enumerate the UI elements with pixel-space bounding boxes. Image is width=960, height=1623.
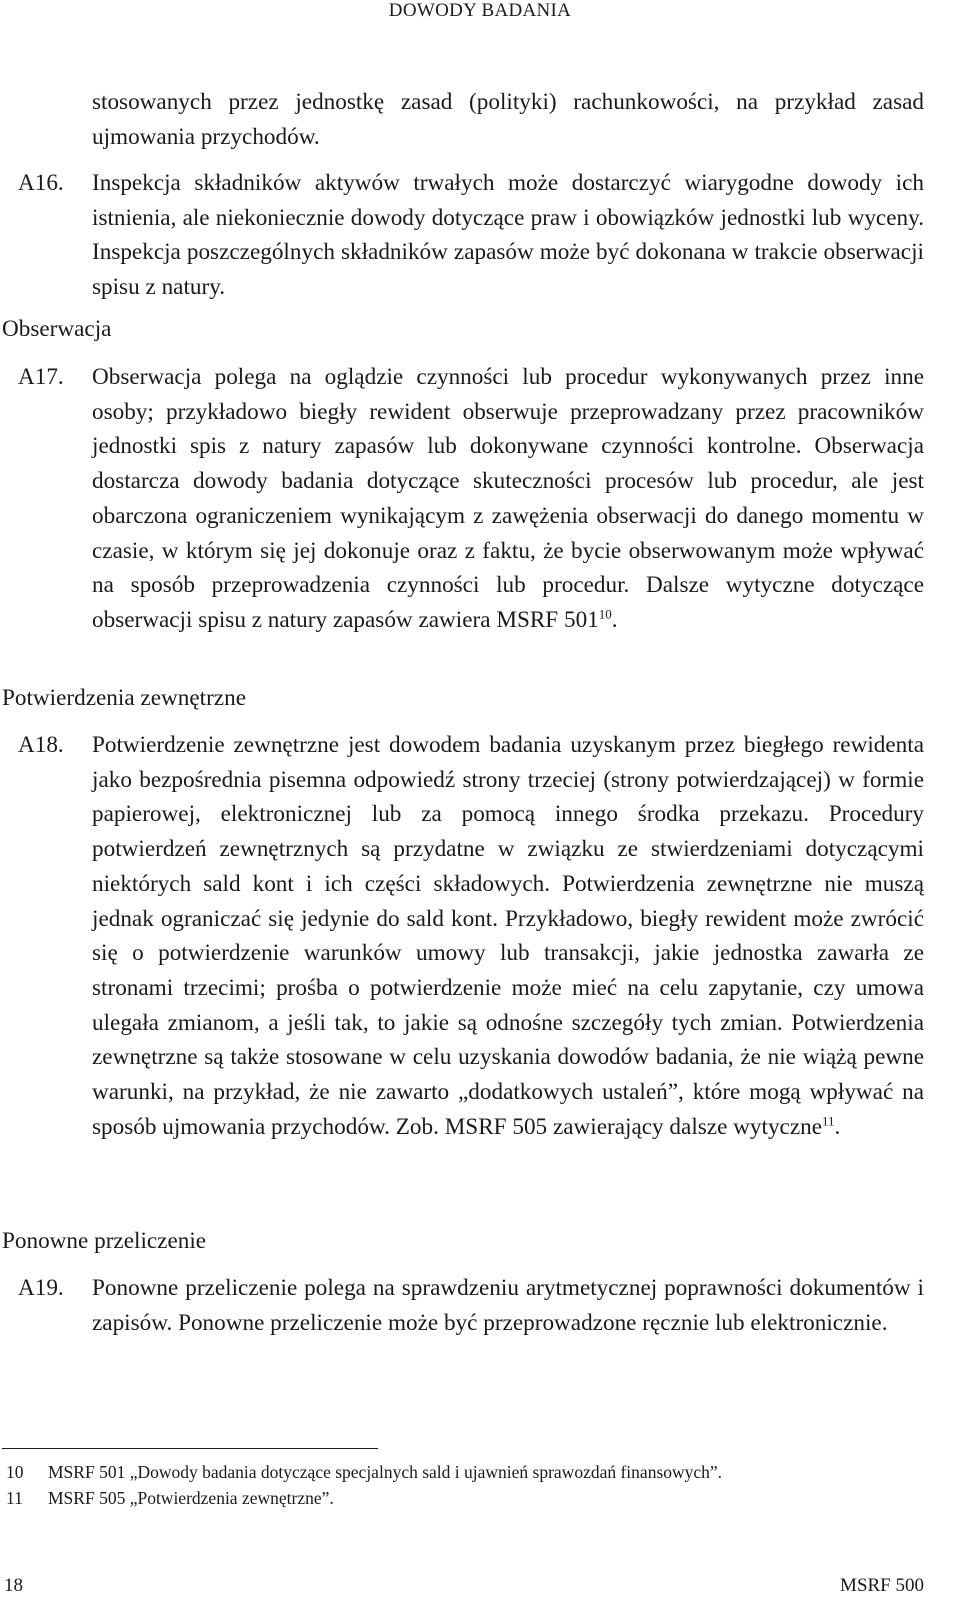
paragraph-number-a16: A16. xyxy=(18,170,64,196)
section-heading-recalculation: Ponowne przeliczenie xyxy=(2,1228,207,1254)
footnote-text-10: MSRF 501 „Dowody badania dotyczące specjalnych sald i ujawnień sprawozdań finansowych”. xyxy=(48,1462,723,1482)
paragraph-number-a19: A19. xyxy=(18,1275,64,1301)
footnote-ref-10: 10 xyxy=(598,606,612,622)
footnote-text-11: MSRF 505 „Potwierdzenia zewnętrzne”. xyxy=(48,1488,334,1508)
paragraph-number-a17: A17. xyxy=(18,364,64,390)
paragraph-a17 xyxy=(92,360,924,638)
standard-reference: MSRF 500 xyxy=(840,1575,924,1596)
footnote-divider xyxy=(2,1448,378,1449)
footnote-number-11: 11 xyxy=(6,1488,23,1508)
running-header: DOWODY BADANIA xyxy=(388,0,572,21)
page-number: 18 xyxy=(4,1575,23,1596)
paragraph-a19: Ponowne przeliczenie polega na sprawdzeniu arytmetycznej poprawności dokumentów i zapisów. Ponowne przeliczenie może być przeprowadzone ręcznie lub elektronicznie. xyxy=(92,1275,924,1336)
paragraph-a16: Inspekcja składników aktywów trwałych może dostarczyć wiarygodne dowody ich istnienia, ale niekoniecznie dowody dotyczące praw i obowiązków jednostki lub wyceny. Inspekcja poszczególnych składników zapasów może być dokonana w trakcie obserwacji spisu z natury. xyxy=(92,170,924,301)
footnote-ref-11: 11 xyxy=(822,1113,835,1128)
paragraph-continuation: stosowanych przez jednostkę zasad (polityki) rachunkowości, na przykład zasad ujmowania przychodów. xyxy=(92,89,924,150)
paragraph-number-a18: A18. xyxy=(18,732,64,758)
section-heading-observation: Obserwacja xyxy=(2,316,112,342)
paragraph-a18-text: Potwierdzenie zewnętrzne jest dowodem badania uzyskanym przez biegłego rewidenta jako bezpośrednia pisemna odpowiedź strony trzeciej (strony potwierdzającej) w formie papierowej, elektronicznej lub za pomocą innego środka przekazu. Procedury potwierdzeń zewnętrznych są przydatne w związku ze stwierdzeniami dotyczącymi niektórych sald kont i ich części składowych. Potwierdzenia zewnętrzne nie muszą jednak ograniczać się jedynie do sald kont. Przykładowo, biegły rewident może zwrócić się o potwierdzenie warunków umowy lub transakcji, jakie jednostka zawarła ze stronami trzecimi; prośba o potwierdzenie może mieć na celu zapytanie, czy umowa ulegała zmianom, a jeśli tak, to jakie są odnośne szczegóły tych zmian. Potwierdzenia zewnętrzne są także stosowane w celu uzyskania dowodów badania, że nie wiążą pewne warunki, na przykład, że nie zawarto „dodatkowych ustaleń”, które mogą wpływać na sposób ujmowania przychodów. Zob. MSRF 505 zawierający dalsze wytyczne xyxy=(92,732,924,1140)
paragraph-a18 xyxy=(92,728,924,1144)
section-heading-external-confirmations: Potwierdzenia zewnętrzne xyxy=(2,685,246,711)
paragraph-a18-end: . xyxy=(834,1113,841,1140)
footnote-number-10: 10 xyxy=(6,1462,24,1482)
paragraph-a17-text: Obserwacja polega na oglądzie czynności lub procedur wykonywanych przez inne osoby; przykładowo biegły rewident obserwuje przeprowadzany przez pracowników jednostki spis z natury zapasów lub dokonywane czynności kontrolne. Obserwacja dostarcza dowody badania dotyczące skuteczności procesów lub procedur, ale jest obarczona ograniczeniem wynikającym z zawężenia obserwacji do danego momentu w czasie, w którym się jej dokonuje oraz z faktu, że bycie obserwowanym może wpływać na sposób przeprowadzenia czynności lub procedur. Dalsze wytyczne dotyczące obserwacji spisu z natury zapasów zawiera MSRF 501 xyxy=(92,364,924,633)
paragraph-a17-end: . xyxy=(611,606,618,633)
